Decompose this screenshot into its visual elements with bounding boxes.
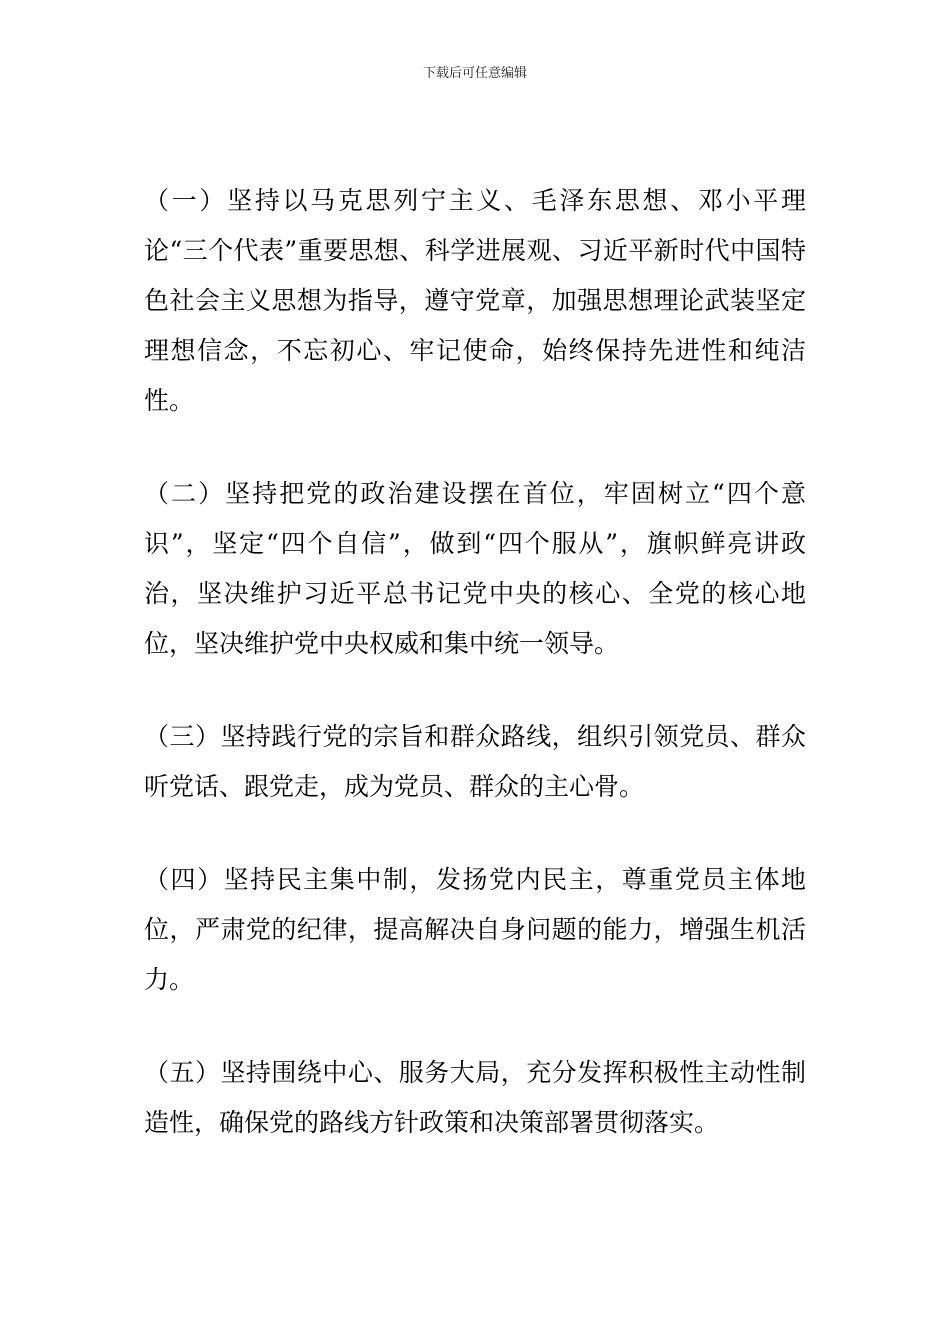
paragraph-4: （四）坚持民主集中制，发扬党内民主，尊重党员主体地位，严肃党的纪律，提高解决自身问题的能力，增强生机活力。 (144, 865, 806, 994)
paragraph-2: （二）坚持把党的政治建设摆在首位，牢固树立“四个意识”，坚定“四个自信”，做到“四个服从”，旗帜鲜亮讲政治，坚决维护习近平总书记党中央的核心、全党的核心地位，坚决维护党中央权威和集中统一领导。 (144, 479, 806, 658)
paragraph-3: （三）坚持践行党的宗旨和群众路线，组织引领党员、群众听党话、跟党走，成为党员、群众的主心骨。 (144, 722, 806, 801)
paragraph-5: （五）坚持围绕中心、服务大局，充分发挥积极性主动性制造性，确保党的路线方针政策和决策部署贯彻落实。 (144, 1058, 806, 1137)
page-header-note: 下载后可任意编辑 (422, 66, 527, 81)
paragraph-1: （一）坚持以马克思列宁主义、毛泽东思想、邓小平理论“三个代表”重要思想、科学进展观、习近平新时代中国特色社会主义思想为指导，遵守党章，加强思想理论武装坚定理想信念，不忘初心、牢记使命，始终保持先进性和纯洁性。 (144, 186, 806, 415)
document-body (144, 176, 806, 1148)
